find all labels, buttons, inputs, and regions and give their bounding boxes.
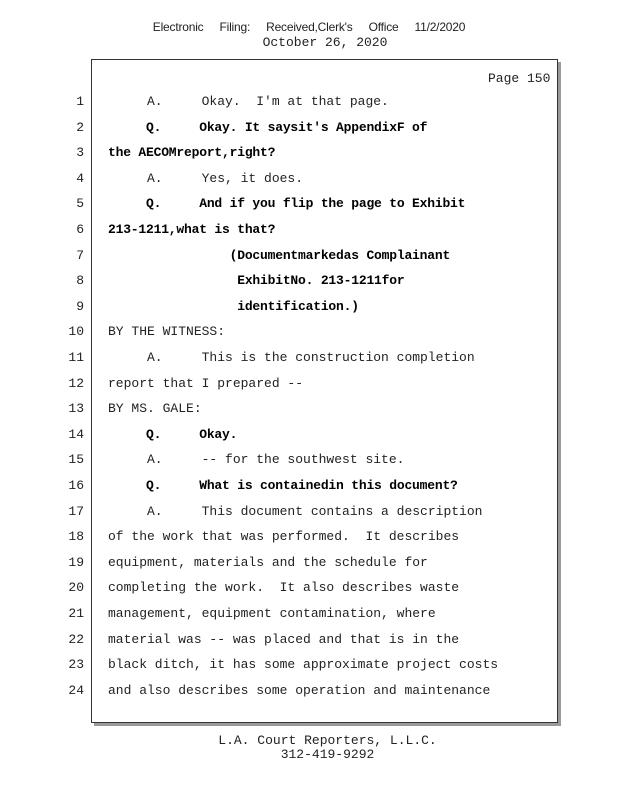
line-text: Q. Okay. It saysit's AppendixF of <box>108 119 428 135</box>
line-text: the AECOMreport,right? <box>108 145 276 161</box>
line-text: A. -- for the southwest site. <box>108 452 405 468</box>
filing-stamp <box>0 20 618 34</box>
transcript-line <box>0 246 618 266</box>
reporter-phone: 312-419-9292 <box>280 747 375 762</box>
line-text: management, equipment contamination, where <box>108 606 436 621</box>
transcript-line <box>0 220 618 240</box>
transcript-line <box>0 322 618 342</box>
line-number: 5 <box>76 196 84 212</box>
line-text: A. This document contains a description <box>108 503 483 519</box>
line-number: 10 <box>68 324 84 340</box>
line-text: BY THE WITNESS: <box>108 324 226 340</box>
line-text: of the work that was performed. It describes <box>108 529 460 545</box>
line-number: 8 <box>76 273 84 289</box>
line-number: 23 <box>68 657 84 673</box>
transcript-line <box>0 194 618 214</box>
line-number: 14 <box>68 426 84 442</box>
page-number: Page 150 <box>488 71 551 86</box>
transcript-line <box>0 450 618 470</box>
transcript-line <box>0 604 618 624</box>
filing-stamp-part: Office <box>368 20 399 34</box>
transcript-line <box>0 92 618 112</box>
line-number: 12 <box>68 375 84 391</box>
line-number: 6 <box>76 222 84 237</box>
line-number: 7 <box>76 247 84 263</box>
transcript-line <box>0 476 618 496</box>
reporter-footer <box>0 734 618 762</box>
line-text: BY MS. GALE: <box>108 401 202 417</box>
transcript-line <box>0 425 618 445</box>
line-number: 18 <box>68 529 84 545</box>
transcript-line <box>0 374 618 394</box>
transcript-date: October 26, 2020 <box>262 35 388 50</box>
line-text: identification.) <box>108 298 359 314</box>
transcript-line <box>0 169 618 189</box>
line-text: ExhibitNo. 213-1211for <box>108 273 405 289</box>
transcript-line <box>0 143 618 163</box>
line-number: 19 <box>68 554 84 570</box>
line-text: Q. Okay. <box>108 426 238 442</box>
transcript-line <box>0 578 618 598</box>
line-text: equipment, materials and the schedule for <box>108 554 428 570</box>
line-text: Q. What is containedin this document? <box>108 478 458 493</box>
line-number: 9 <box>76 298 84 314</box>
line-text: A. Yes, it does. <box>108 170 304 186</box>
transcript-line <box>0 655 618 675</box>
line-number: 15 <box>68 452 84 468</box>
filing-stamp-part: Filing: <box>219 20 251 34</box>
transcript-line <box>0 297 618 317</box>
line-number: 21 <box>68 606 84 621</box>
line-number: 20 <box>68 580 84 596</box>
transcript-line <box>0 118 618 138</box>
transcript-line <box>0 399 618 419</box>
transcript-line <box>0 502 618 522</box>
transcript-line <box>0 527 618 547</box>
filing-stamp-part: Electronic <box>152 20 204 34</box>
filing-stamp-part: 11/2/2020 <box>414 20 466 34</box>
line-number: 11 <box>68 350 84 365</box>
transcript-line <box>0 630 618 650</box>
line-number: 3 <box>76 145 84 161</box>
transcript-line <box>0 271 618 291</box>
line-text: Q. And if you flip the page to Exhibit <box>108 196 466 212</box>
line-text: (Documentmarkedas Complainant <box>108 247 451 263</box>
line-text: black ditch, it has some approximate project costs <box>108 657 499 673</box>
transcript-line <box>0 681 618 701</box>
line-number: 1 <box>76 94 84 109</box>
line-text: A. Okay. I'm at that page. <box>108 94 389 109</box>
line-text: 213-1211,what is that? <box>108 222 276 237</box>
line-number: 17 <box>68 503 84 519</box>
line-number: 24 <box>68 682 84 698</box>
transcript-line <box>0 553 618 573</box>
line-text: completing the work. It also describes waste <box>108 580 460 596</box>
reporter-company: L.A. Court Reporters, L.L.C. <box>218 733 437 748</box>
line-text: report that I prepared -- <box>108 375 304 391</box>
line-number: 16 <box>68 478 84 493</box>
line-text: material was -- was placed and that is in the <box>108 631 460 647</box>
transcript-line <box>0 348 618 368</box>
line-text: and also describes some operation and maintenance <box>108 682 491 698</box>
line-number: 2 <box>76 119 84 135</box>
filing-stamp-part: Received,Clerk's <box>266 20 353 34</box>
line-number: 22 <box>68 631 84 647</box>
line-number: 4 <box>76 170 84 186</box>
line-text: A. This is the construction completion <box>108 350 475 365</box>
line-number: 13 <box>68 401 84 417</box>
